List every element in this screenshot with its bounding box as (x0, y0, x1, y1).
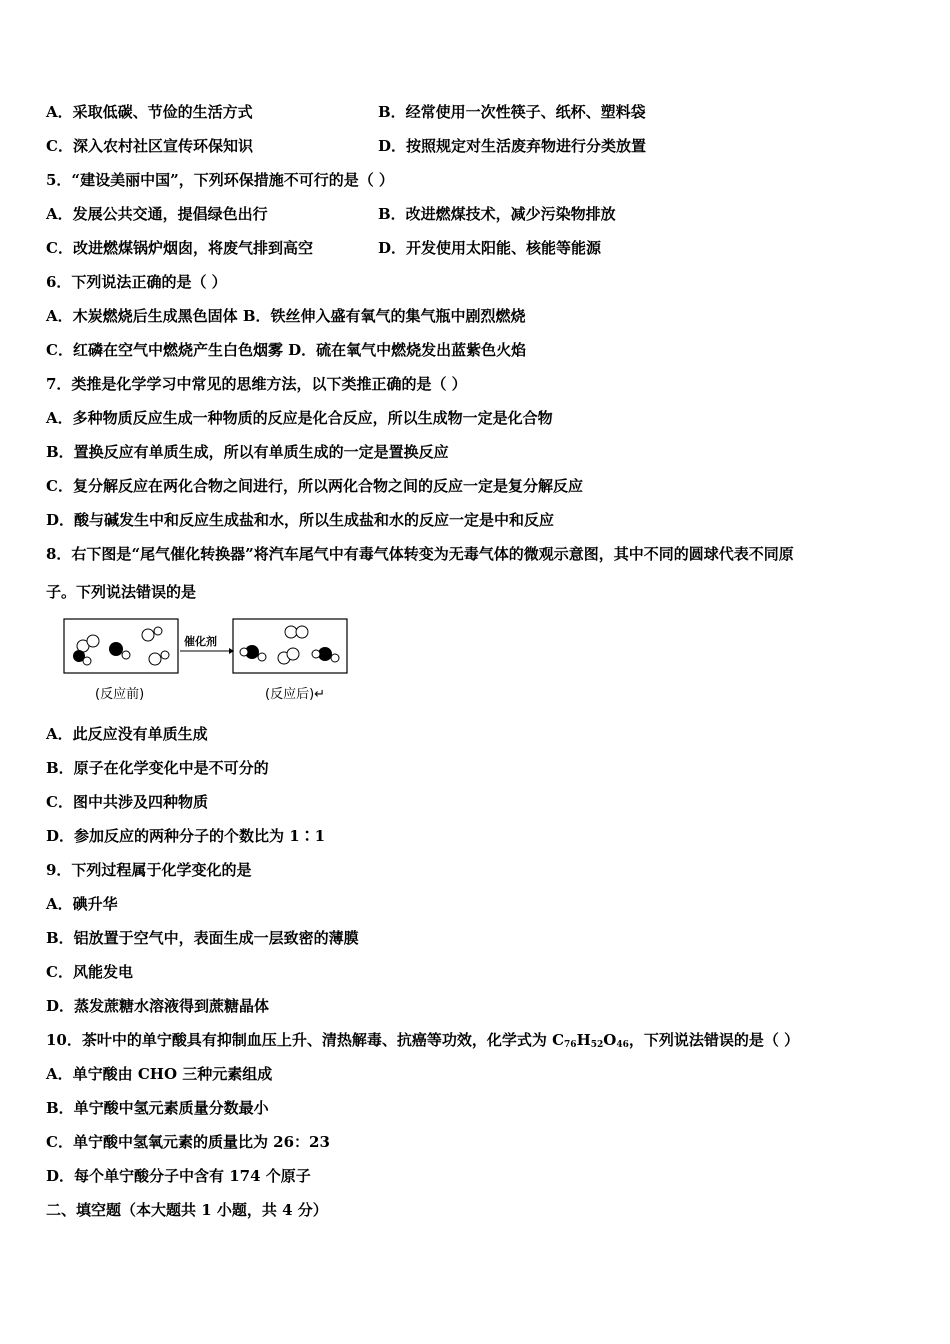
q10-stem (46, 1030, 799, 1055)
molecule-atom-white (287, 648, 299, 660)
q5-option-d: D．开发使用太阳能、核能等能源 (378, 239, 602, 257)
q5-option-b: B．改进燃煤技术，减少污染物排放 (378, 205, 616, 223)
after-caption: (反应后)↵ (265, 687, 326, 702)
q5-option-c: C．改进燃煤锅炉烟囱，将废气排到高空 (46, 239, 313, 257)
molecule-atom-white (149, 653, 161, 665)
q6-options-ab: A．木炭燃烧后生成黑色固体 B．铁丝伸入盛有氧气的集气瓶中剧烈燃烧 (46, 307, 526, 325)
q6-stem: 6．下列说法正确的是（ ） (46, 273, 227, 291)
q6-options-cd: C．红磷在空气中燃烧产生白色烟雾 D．硫在氧气中燃烧发出蓝紫色火焰 (46, 341, 527, 359)
q5-stem: 5．“建设美丽中国”，下列环保措施不可行的是（ ） (46, 171, 394, 189)
catalyst-label: 催化剂 (184, 635, 217, 648)
molecule-atom-small (154, 627, 162, 635)
q8-option-b: B．原子在化学变化中是不可分的 (46, 759, 269, 777)
q4-option-d: D．按照规定对生活废弃物进行分类放置 (378, 137, 647, 155)
q9-option-a: A．碘升华 (46, 895, 118, 913)
formula-sub-h: 52 (590, 1040, 604, 1050)
q8-option-d: D．参加反应的两种分子的个数比为 1∶1 (46, 827, 326, 845)
molecule-atom-white (87, 635, 99, 647)
before-caption: (反应前) (95, 687, 145, 702)
formula-h: H (576, 1031, 591, 1049)
q8-stem-line2: 子。下列说法错误的是 (46, 583, 197, 601)
molecule-atom-small (240, 648, 248, 656)
q7-option-a: A．多种物质反应生成一种物质的反应是化合反应，所以生成物一定是化合物 (46, 409, 553, 427)
formula-sub-c: 76 (564, 1040, 577, 1050)
q5-option-a: A．发展公共交通，提倡绿色出行 (46, 205, 268, 223)
q9-option-c: C．风能发电 (46, 963, 133, 981)
q10-option-c: C．单宁酸中氢氧元素的质量比为 26：23 (46, 1133, 330, 1151)
formula-sub-o: 46 (616, 1040, 629, 1050)
molecule-atom-white (285, 626, 297, 638)
q10-stem-pre: 10．茶叶中的单宁酸具有抑制血压上升、清热解毒、抗癌等功效，化学式为 C (46, 1031, 565, 1049)
q10-option-b: B．单宁酸中氢元素质量分数最小 (46, 1099, 269, 1117)
q4-option-c: C．深入农村社区宣传环保知识 (46, 137, 253, 155)
q4-option-b: B．经常使用一次性筷子、纸杯、塑料袋 (378, 103, 646, 121)
q9-option-b: B．铝放置于空气中，表面生成一层致密的薄膜 (46, 929, 359, 947)
section-heading: 二、填空题（本大题共 1 小题，共 4 分） (46, 1201, 328, 1219)
molecule-atom-small (122, 651, 130, 659)
formula-o: O (603, 1031, 617, 1049)
molecule-atom-black (109, 642, 123, 656)
q7-option-c: C．复分解反应在两化合物之间进行，所以两化合物之间的反应一定是复分解反应 (46, 477, 583, 495)
molecule-atom-small (83, 657, 91, 665)
reaction-diagram (62, 617, 352, 709)
q10-stem-post: ，下列说法错误的是（ ） (628, 1031, 800, 1049)
q9-option-d: D．蒸发蔗糖水溶液得到蔗糖晶体 (46, 997, 270, 1015)
q7-option-b: B．置换反应有单质生成，所以有单质生成的一定是置换反应 (46, 443, 449, 461)
molecule-atom-white (296, 626, 308, 638)
molecule-atom-small (312, 650, 320, 658)
q9-stem: 9．下列过程属于化学变化的是 (46, 861, 252, 879)
q8-stem-line1: 8．右下图是“尾气催化转换器”将汽车尾气中有毒气体转变为无毒气体的微观示意图，其中不同的圆球代表不同原 (46, 545, 794, 563)
q7-option-d: D．酸与碱发生中和反应生成盐和水，所以生成盐和水的反应一定是中和反应 (46, 511, 555, 529)
q7-stem: 7．类推是化学学习中常见的思维方法，以下类推正确的是（ ） (46, 375, 467, 393)
q8-option-c: C．图中共涉及四种物质 (46, 793, 208, 811)
molecule-atom-small (331, 654, 339, 662)
q8-option-a: A．此反应没有单质生成 (46, 725, 208, 743)
molecule-atom-small (258, 653, 266, 661)
q10-option-a: A．单宁酸由 CHO 三种元素组成 (46, 1065, 273, 1083)
q10-option-d: D．每个单宁酸分子中含有 174 个原子 (46, 1167, 311, 1185)
molecule-atom-white (142, 629, 154, 641)
q4-option-a: A．采取低碳、节俭的生活方式 (46, 103, 253, 121)
molecule-atom-small (161, 651, 169, 659)
